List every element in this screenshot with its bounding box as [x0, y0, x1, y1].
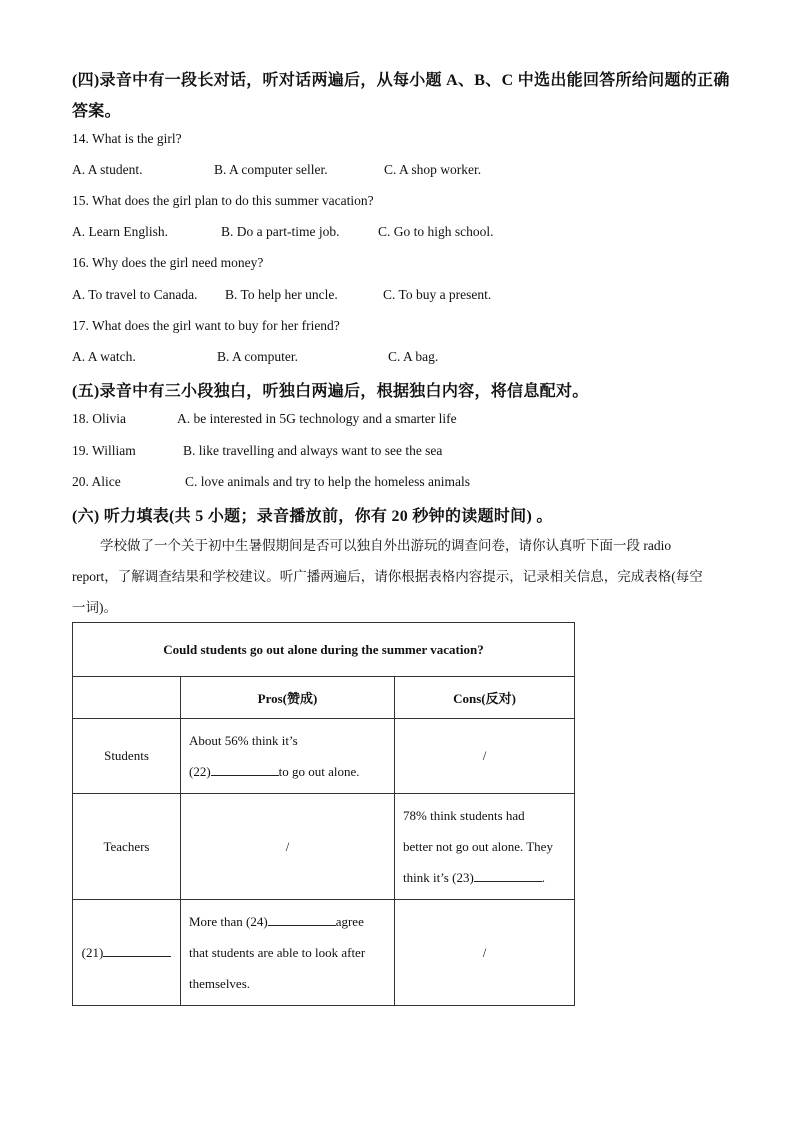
table-header-empty — [73, 677, 181, 719]
section6-instruction-line3: 一词)。 — [72, 600, 117, 615]
section6-instruction-line1: 学校做了一个关于初中生暑假期间是否可以独自外出游玩的调查问卷，请你认真听下面一段 radio — [100, 538, 672, 553]
section4-heading-line1: (四)录音中有一段长对话，听对话两遍后，从每小题 A、B、C 中选出能回答所给问题的正确 — [72, 72, 730, 89]
table-header-row — [73, 677, 575, 719]
question-16-option-b: B. To help her uncle. — [225, 287, 338, 302]
table-header-cons: Cons(反对) — [395, 677, 575, 719]
section4-heading-line2: 答案。 — [72, 103, 121, 120]
table-row — [73, 900, 575, 1006]
table-row — [73, 794, 575, 900]
table-title-row — [73, 623, 575, 677]
question-16-option-a: A. To travel to Canada. — [72, 287, 198, 302]
row3-pros-cell — [181, 900, 395, 1006]
section5-heading: (五)录音中有三小段独白，听独白两遍后，根据独白内容，将信息配对。 — [72, 383, 589, 400]
teachers-cons-period: . — [541, 870, 546, 885]
row3-pros-text-3: themselves. — [189, 976, 251, 991]
match-name-19: 19. William — [72, 443, 136, 458]
teachers-cons-text-1: 78% think students had — [403, 808, 525, 823]
row3-pros-text-2: that students are able to look after — [189, 945, 366, 960]
teachers-cons-text-2: better not go out alone. They — [403, 839, 553, 854]
question-15-option-a: A. Learn English. — [72, 224, 168, 239]
row-label-students: Students — [73, 719, 181, 794]
table-header-pros: Pros(赞成) — [181, 677, 395, 719]
match-name-20: 20. Alice — [72, 474, 121, 489]
question-15-option-b: B. Do a part-time job. — [221, 224, 340, 239]
blank-22[interactable] — [211, 763, 279, 776]
blank-24[interactable] — [268, 913, 336, 926]
question-17: 17. What does the girl want to buy for her friend? — [72, 318, 340, 333]
blank-21[interactable] — [103, 944, 171, 957]
teachers-cons-cell — [395, 794, 575, 900]
table-row — [73, 719, 575, 794]
students-pros-text-end: to go out alone. — [278, 764, 360, 779]
question-14: 14. What is the girl? — [72, 131, 182, 146]
blank-24-label: More than (24) — [189, 914, 268, 929]
students-pros-cell — [181, 719, 395, 794]
row-label-teachers: Teachers — [73, 794, 181, 900]
question-17-option-b: B. A computer. — [217, 349, 298, 364]
question-14-option-b: B. A computer seller. — [214, 162, 328, 177]
question-14-option-a: A. A student. — [72, 162, 143, 177]
students-pros-text: About 56% think it’s — [189, 733, 298, 748]
row-label-21-cell — [73, 900, 181, 1006]
students-cons-cell: / — [395, 719, 575, 794]
blank-22-label: (22) — [189, 764, 211, 779]
match-name-18: 18. Olivia — [72, 411, 126, 426]
match-option-a: A. be interested in 5G technology and a smarter life — [177, 411, 457, 426]
teachers-pros-cell: / — [181, 794, 395, 900]
row3-pros-agree: agree — [335, 914, 364, 929]
question-15-option-c: C. Go to high school. — [378, 224, 494, 239]
question-16: 16. Why does the girl need money? — [72, 255, 264, 270]
question-14-option-c: C. A shop worker. — [384, 162, 482, 177]
question-15: 15. What does the girl plan to do this summer vacation? — [72, 193, 374, 208]
question-17-option-c: C. A bag. — [388, 349, 439, 364]
question-16-option-c: C. To buy a present. — [383, 287, 492, 302]
section6-heading: (六) 听力填表(共 5 小题；录音播放前，你有 20 秒钟的读题时间) 。 — [72, 508, 553, 525]
section6-instruction-line2: report，了解调查结果和学校建议。听广播两遍后，请你根据表格内容提示，记录相关信息，完成表格(每空 — [72, 569, 703, 584]
row3-cons-cell: / — [395, 900, 575, 1006]
blank-21-label: (21) — [81, 945, 104, 960]
survey-table — [72, 622, 575, 1006]
match-option-b: B. like travelling and always want to see the sea — [183, 443, 443, 458]
question-17-option-a: A. A watch. — [72, 349, 136, 364]
blank-23-label: think it’s (23) — [403, 870, 474, 885]
blank-23[interactable] — [474, 869, 542, 882]
table-title: Could students go out alone during the summer vacation? — [73, 623, 575, 677]
match-option-c: C. love animals and try to help the homeless animals — [185, 474, 470, 489]
